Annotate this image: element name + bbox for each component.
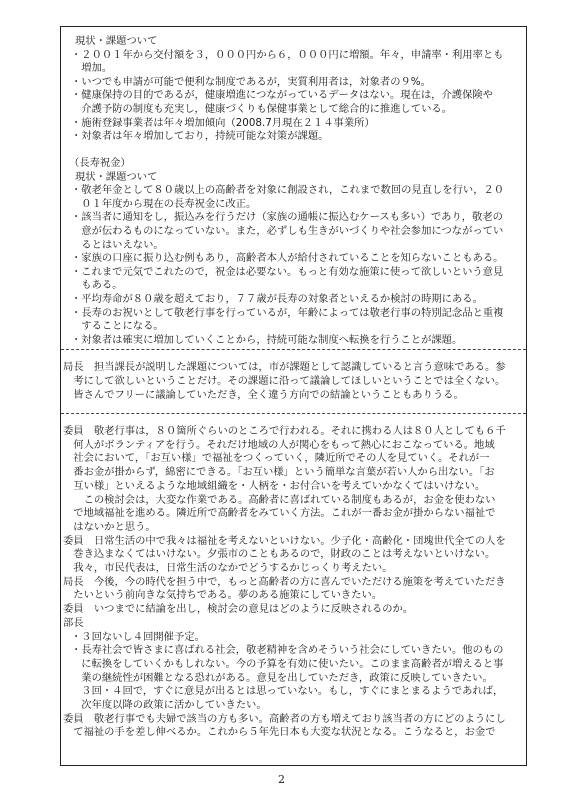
section-divider [61,349,526,350]
text-line: することになる。 [71,320,164,333]
text-line: ・施術登録事業者は年々増加傾向（2008.7月現在２１４事業所） [71,116,375,129]
text-line: に転換をしていくかもしれない。今の予算を有効に使いたい。このまま高齢者が増えると事 [71,657,504,670]
document-body [61,27,526,765]
text-line: この検討会は，大変な作業である。高齢者に喜ばれている制度もあるが，お金を使わない [63,493,496,506]
text-line: ・長寿社会で皆さまに喜ばれる社会，敬老精神を含めそういう社会にしていきたい。他のもの [71,644,504,657]
page-number: 2 [278,773,285,786]
text-line: 意が伝わるものになっていない。また，必ずしも生きがいづくりや社会参加につながってい [71,225,504,237]
text-line: ・家族の口座に振り込む例もあり，高齢者本人が給付されていることを知らないこともある。 [71,252,504,265]
text-line: 番お金が掛からず，綿密にできる。「お互い様」という簡単な言葉が若い人から出ない。「お [63,466,495,479]
text-line: ・これまで元気でこれたので，祝金は必要ない。もっと有効な施策に使って欲しいという意見 [71,265,504,278]
text-line: で地域福祉を進める。隣近所で高齢者をみていく方法。これが一番お金が掛からない福祉で [63,507,496,520]
text-line: 考にして欲しいということだけ。その課題に沿って議論してほしいということでは全くない。 [63,375,506,388]
text-line: ・健康保持の目的であるが，健康増進につながっているデータはない。現在は，介護保険や [71,89,493,102]
text-line: ・対象者は確実に増加していくことから，持続可能な制度へ転換を行うことが課題。 [71,333,463,346]
text-line: もある。 [71,279,123,292]
text-line: ３回・４回で，すぐに意見が出るとは思っていない。もし，すぐにまとまるようであれば， [71,685,504,698]
text-line: 次年度以降の政策に活かしていきたい。 [71,699,267,711]
text-line: ・３回ないし４回開催予定。 [71,630,205,643]
text-line: ・いつでも申請が可能で便利な制度であるが，実質利用者は，対象者の９%。 [71,75,431,88]
text-line: ・敬老年金として８０歳以上の高齢者を対象に創設され，これまで数回の見直しを行い，２０ [71,184,505,197]
text-line: 局長 担当課長が説明した課題については，市が課題として認識していると言う意味である。参 [63,361,506,373]
text-line: 増加。 [71,62,113,75]
text-line: 我々，市民代表は，日常生活のなかでどうするかじっくり考えたい。 [63,562,393,574]
text-line: て福祉の手を差し伸べるか。これから５年先日本も大変な状況となる。こうなると，お金で [63,726,496,739]
text-line: 局長 今後，今の時代を担う中で，もっと高齢者の方に喜んでいただける施策を考えていただき [63,575,506,588]
text-line: （長寿祝金） [69,157,131,169]
text-line: 介護予防の制度も充実し，健康づくりも保健事業として総合的に推進している。 [71,103,452,115]
text-line: ・対象者は年々増加しており，持続可能な対策が課題。 [71,130,329,143]
text-line: 現状・課題ついて [75,35,158,47]
text-line: 業の継続性が困難となる恐れがある。意見を出していただき，政策に反映していきたい。 [71,671,493,684]
text-line: はないかと思う。 [63,520,156,533]
text-line: 委員 敬老行事は，８０箇所ぐらいのところで行われる。それに携わる人は８０人としても６千 [63,425,506,437]
text-line: 皆さんでフリーに議論していただき，全く違う方向での結論ということもありうる。 [63,389,464,402]
document-frame [60,26,527,766]
text-line: 何人がボランティアを行う。それだけ地域の人が関心をもって熱心におこなっている。地域 [63,438,495,451]
section-divider [61,413,526,414]
text-line: ・該当者に通知をし，振込みを行うだけ（家族の通帳に振込むケースも多い）であり，敬老の [71,211,503,224]
text-line: ・長寿のお祝いとして敬老行事を行っているが，年齢によっては敬老行事の特別記念品と重複 [71,306,504,319]
text-line: 社会において，「お互い様」で福祉をつくっていく，隣近所でその人を見ていく。それが一 [63,452,490,465]
text-line: 委員 敬老行事でも夫婦で該当の方も多い。高齢者の方も増えており該当者の方にどのようにし [63,712,506,725]
text-line: たいという前向きな気持ちである。夢のある施策にしていきたい。 [63,589,383,602]
text-line: ・２００１年から交付額を３，０００円から６，０００円に増額。年々，申請率・利用率とも [71,48,504,61]
text-line: 委員 日常生活の中で我々は福祉を考えないといけない。少子化・高齢化・団塊世代全ての人を [63,534,506,547]
text-line: ０１年度から現在の長寿祝金に改正。 [71,197,257,210]
text-line: 現状・課題ついて [75,170,158,183]
text-line: 委員 いつまでに結論を出し，検討会の意見はどのように反映されるのか。 [63,603,414,616]
text-line: 部長 [63,616,84,629]
text-line: 巻き込まなくてはいけない。夕張市のこともあるので，財政のことは考えないといけない。 [63,548,496,561]
text-line: るとはいえない。 [71,238,164,251]
text-line: 互い様」といえるような地域組織を・人柄を・お付合いを考えていかなくてはいけない。 [63,479,486,492]
text-line: ・平均寿命が８０歳を超えており，７７歳が長寿の対象者といえるか検討の時期にある。 [71,293,483,305]
